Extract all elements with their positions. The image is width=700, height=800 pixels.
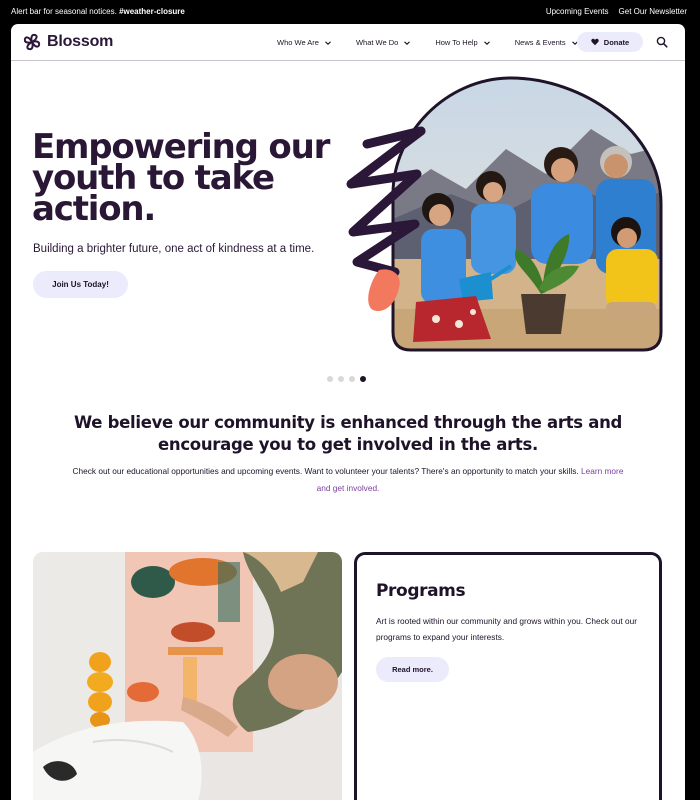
alert-message: [11, 7, 185, 16]
read-more-button[interactable]: Read more.: [376, 657, 449, 682]
heart-icon: [591, 38, 599, 46]
belief-text: Check out our educational opportunities and upcoming events. Want to volunteer your talents? There's an opportunity to match your skills.: [72, 466, 581, 476]
donate-button[interactable]: [577, 32, 643, 52]
nav-item-label: What We Do: [355, 38, 399, 47]
join-us-button[interactable]: Join Us Today!: [33, 271, 128, 298]
chevron-down-icon: [403, 39, 411, 47]
carousel-dot-active[interactable]: [360, 376, 366, 382]
logo-text: Blossom: [47, 33, 114, 50]
hero-title: Empowering our youth to take action.: [32, 127, 330, 229]
logo[interactable]: [22, 32, 113, 52]
alert-links: [546, 7, 687, 16]
programs-card: [354, 552, 662, 800]
flower-logo-icon: [22, 32, 42, 52]
upcoming-events-link[interactable]: Upcoming Events: [545, 6, 609, 16]
hero-subtitle: Building a brighter future, one act of kindness at a time.: [33, 243, 315, 255]
nav-item-news-events[interactable]: [515, 38, 579, 47]
nav-item-what-we-do[interactable]: [356, 38, 411, 47]
chevron-down-icon: [483, 39, 491, 47]
main-nav: [277, 24, 603, 61]
programs-title: Programs: [376, 581, 466, 601]
nav-item-who-we-are[interactable]: [277, 38, 332, 47]
alert-text: Alert bar for seasonal notices.: [11, 6, 120, 16]
nav-item-label: Who We Are: [277, 38, 319, 47]
programs-text: Art is rooted within our community and grows within you. Check out our programs to expand your interests.: [376, 616, 638, 642]
art-image: [33, 552, 342, 800]
page-frame: [11, 24, 685, 800]
donate-label: Donate: [603, 37, 630, 47]
carousel-dot[interactable]: [327, 376, 333, 382]
newsletter-link[interactable]: Get Our Newsletter: [618, 6, 687, 16]
carousel-dots: [327, 376, 366, 382]
belief-paragraph: [66, 463, 630, 497]
search-icon[interactable]: [656, 36, 668, 48]
alert-tag: #weather-closure: [119, 6, 185, 16]
hero-image: [341, 74, 671, 359]
learn-more-link[interactable]: Learn more and get involved.: [316, 466, 624, 493]
nav-item-label: How To Help: [435, 38, 478, 47]
belief-heading: We believe our community is enhanced through the arts and encourage you to get involved in the arts.: [73, 413, 623, 454]
chevron-down-icon: [324, 39, 332, 47]
nav-item-label: News & Events: [514, 38, 566, 47]
carousel-dot[interactable]: [349, 376, 355, 382]
alert-bar: [0, 0, 700, 22]
nav-item-how-to-help[interactable]: [435, 38, 490, 47]
site-header: [11, 24, 685, 61]
carousel-dot[interactable]: [338, 376, 344, 382]
